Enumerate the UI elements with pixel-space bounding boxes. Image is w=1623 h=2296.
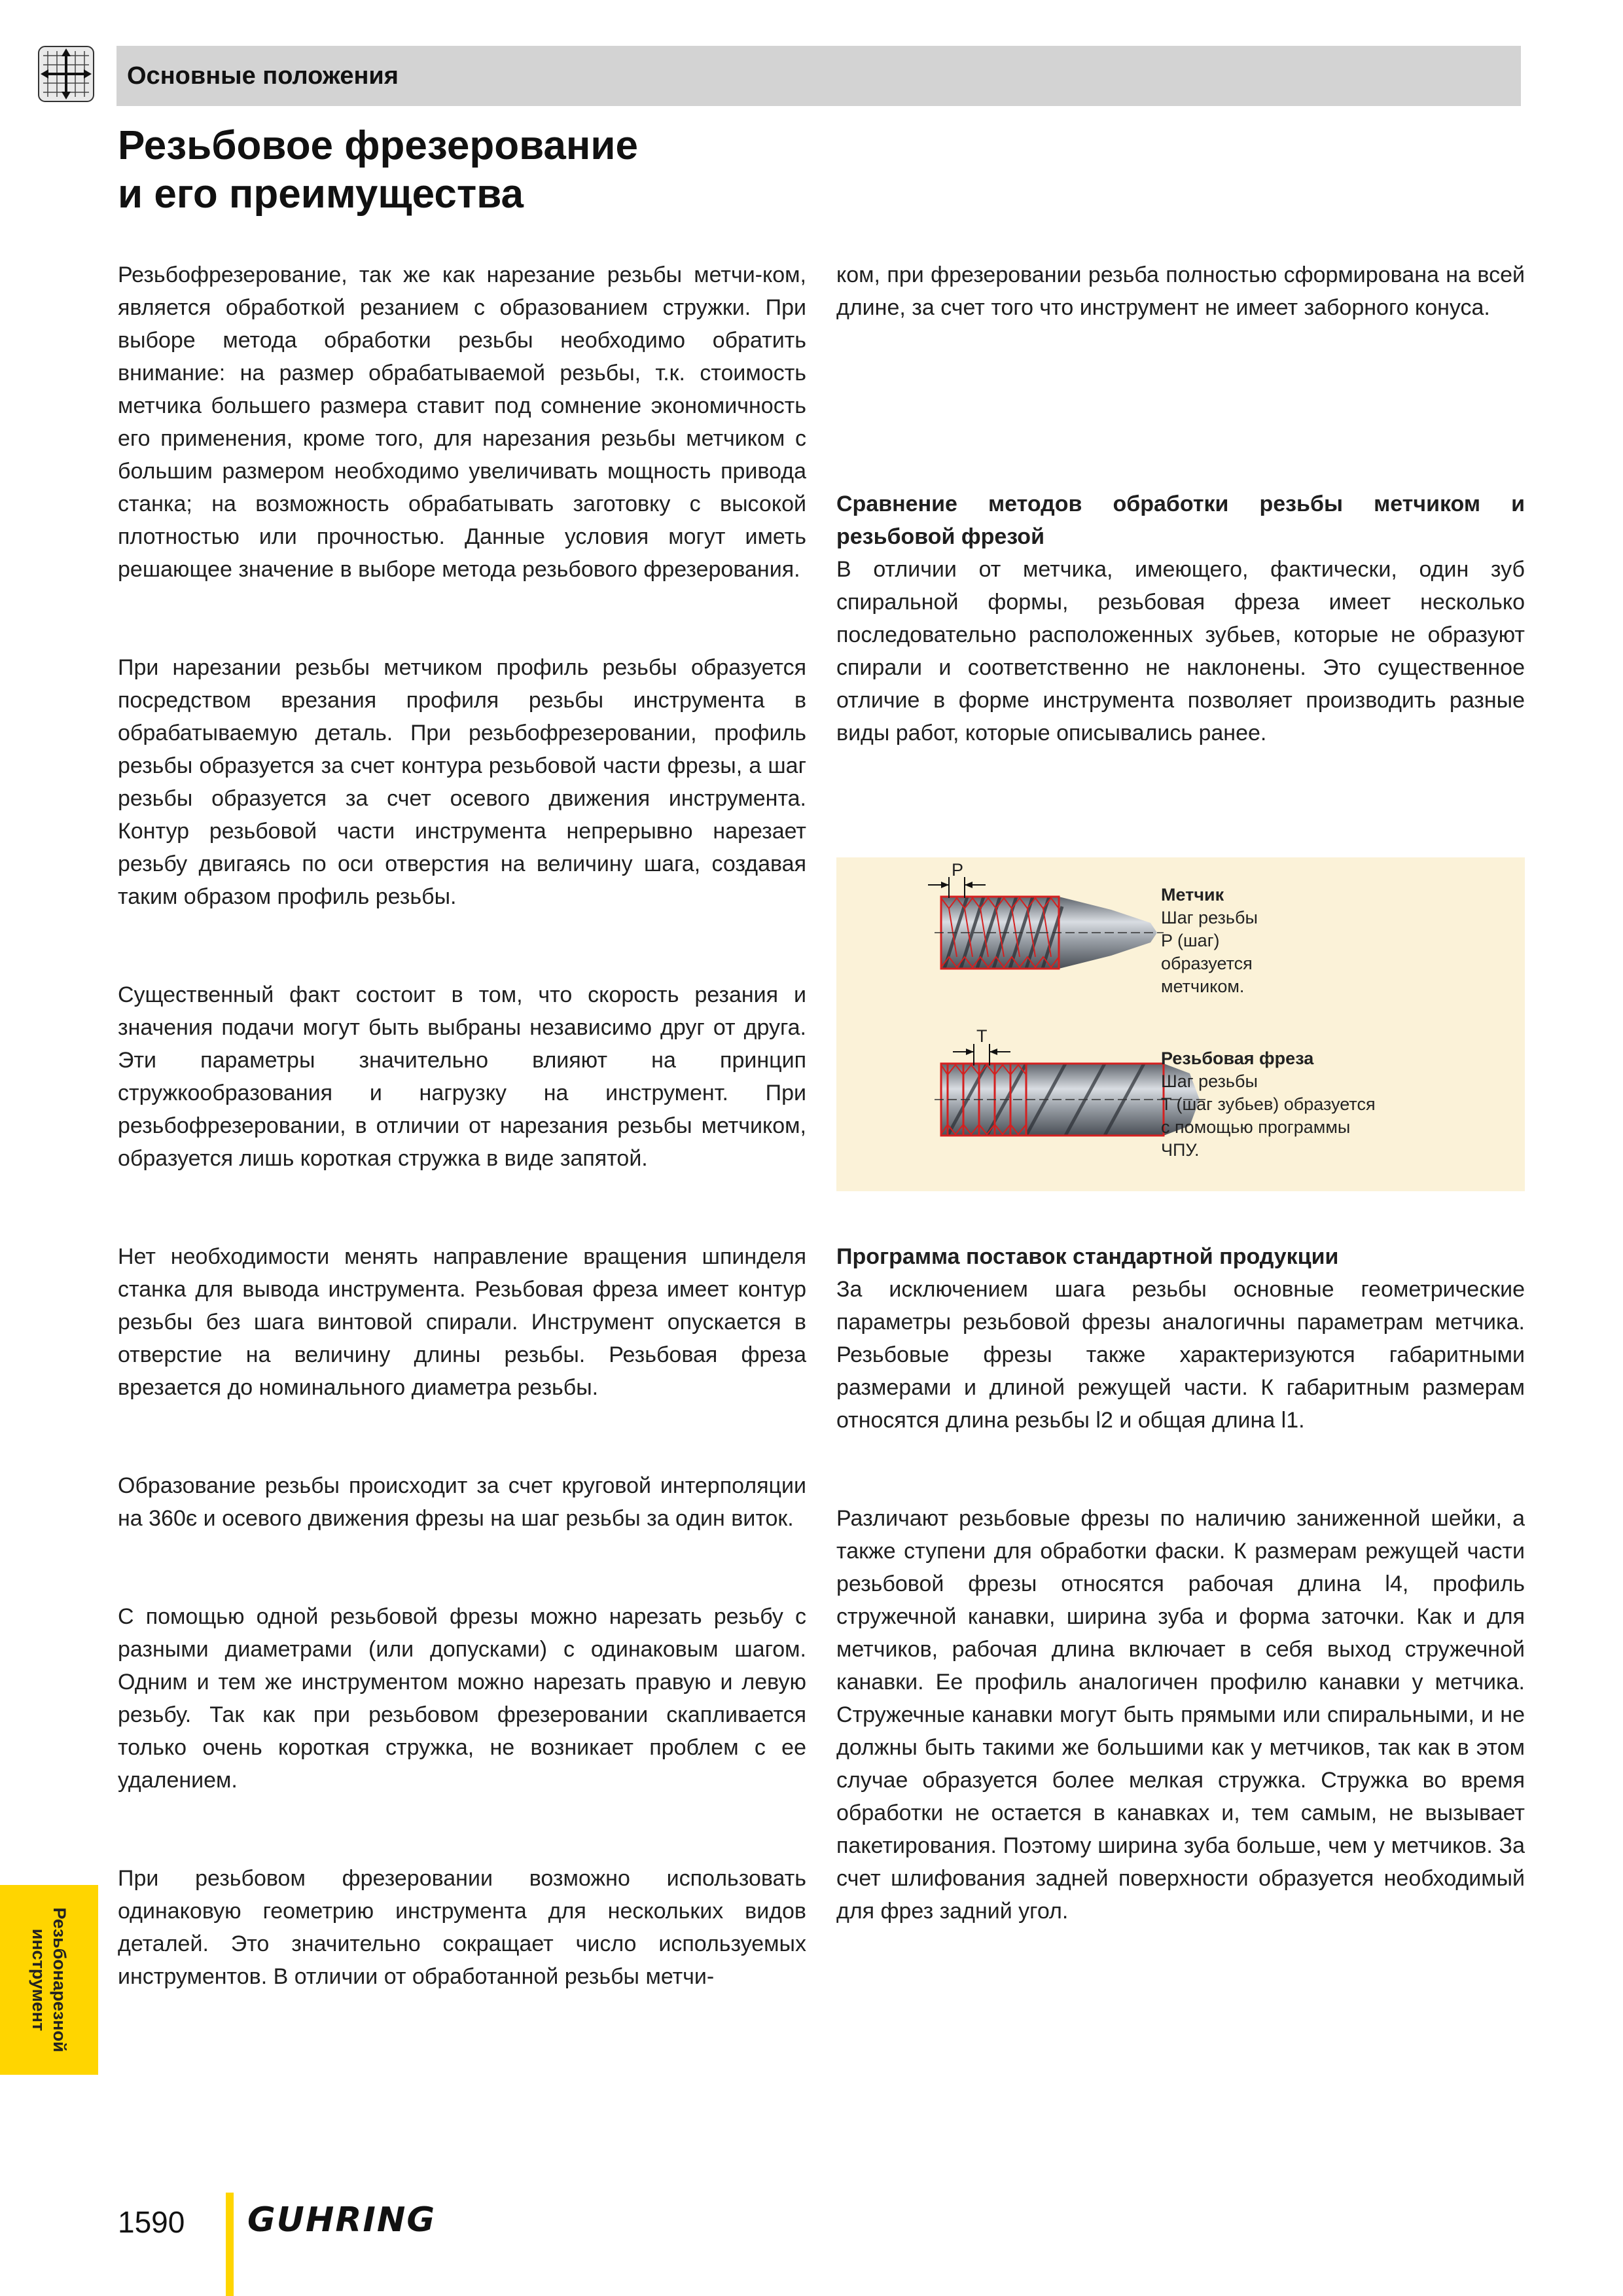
tap-drawing bbox=[928, 877, 1164, 969]
paragraph: Различают резьбовые фрезы по наличию заниженной шейки, а также ступени для обработки фаски. К размерам режущей части резьбовой фрезы относятся рабочая длина l4, профиль стружечной канавки, ширина зуба и форма заточки. Как и для метчиков, рабочая длина включает в себя выход стружечной канавки. Ее профиль аналогичен профилю канавки у метчика. Стружечные канавки могут быть прямыми или спиральными, и не должны быть такими же большими как у метчиков, так как в этом случае образуется более мелкая стружка. Стружка во время обработки не остается в канавках и, тем самым, не вызывает пакетирования. Поэтому ширина зуба больше, чем у метчиков. За счет шлифования задней поверхности образуется необходимый для фрез задний угол. bbox=[836, 1506, 1525, 1924]
section-header-bar bbox=[116, 46, 1521, 106]
mill-dimension-label: T bbox=[976, 1026, 988, 1046]
tap-caption-line: метчиком. bbox=[1161, 977, 1245, 996]
paragraph: Резьбофрезерование, так же как нарезание резьбы метчи-ком, является обработкой резанием с образованием стружки. При выборе метода обработки резьбы необходимо обратить внимание: на размер обрабатываемой резьбы, т.к. стоимость метчика большего размера ставит под сомнение экономичность его применения, кроме того, для нарезания резьбы метчиком с большим размером необходимо увеличивать мощность привода станка; на возможность обрабатывать заготовку с высокой плотностью или прочностью. Данные условия могут иметь решающее значение в выборе метода резьбового фрезерования. bbox=[118, 262, 806, 582]
tap-vs-thread-mill-figure bbox=[836, 857, 1525, 1191]
paragraph: Образование резьбы происходит за счет круговой интерполяции на 360є и осевого движения фрезы на шаг резьбы за один виток. bbox=[118, 1473, 806, 1531]
grid-arrows-icon bbox=[38, 46, 94, 102]
left-text-column bbox=[118, 259, 806, 1993]
page-number: 1590 bbox=[118, 2205, 185, 2239]
mill-caption bbox=[1161, 1047, 1376, 1162]
section-heading-product-program: Программа поставок стандартной продукции bbox=[836, 1244, 1339, 1269]
mill-caption-line: с помощью программы bbox=[1161, 1117, 1351, 1137]
chapter-side-tab[interactable] bbox=[0, 1885, 98, 2075]
chapter-side-tab-line-2: инструмент bbox=[29, 1928, 48, 2032]
mill-caption-line: T (шаг зубьев) образуется bbox=[1161, 1094, 1376, 1114]
paragraph: Нет необходимости менять направление вращения шпинделя станка для вывода инструмента. Резьбовая фреза имеет контур резьбы без шага винтовой спирали. Инструмент опускается в отверстие на величину длины резьбы. Резьбовая фреза врезается до номинального диаметра резьбы. bbox=[118, 1244, 806, 1400]
chapter-side-tab-label bbox=[28, 1907, 70, 2052]
paragraph-continuation: ком, при фрезеровании резьба полностью сформирована на всей длине, за счет того что инструмент не имеет заборного конуса. bbox=[836, 262, 1525, 320]
mill-caption-title: Резьбовая фреза bbox=[1161, 1049, 1314, 1068]
tap-caption-title: Метчик bbox=[1161, 885, 1224, 905]
paragraph: С помощью одной резьбовой фрезы можно нарезать резьбу с разными диаметрами (или допусками) с одинаковым шагом. Одним и тем же инструментом можно нарезать правую и левую резьбу. Так как при резьбовом фрезеровании скапливается только очень короткая стружка, не возникает проблем с ее удалением. bbox=[118, 1604, 806, 1793]
tap-dimension-label: P bbox=[952, 860, 964, 880]
paragraph: При резьбовом фрезеровании возможно использовать одинаковую геометрию инструмента для нескольких видов деталей. Это значительно сокращает число используемых инструментов. В отличии от обработанной резьбы метчи- bbox=[118, 1866, 806, 1989]
footer-divider bbox=[226, 2193, 234, 2296]
chapter-side-tab-line-1: Резьбонарезной bbox=[50, 1907, 69, 2053]
paragraph: В отличии от метчика, имеющего, фактически, один зуб спиральной формы, резьбовая фреза имеет несколько последовательно расположенных зубьев, которые не образуют спирали и соответственно не наклонены. Это существенное отличие в форме инструмента позволяет производить разные виды работ, которые описывались ранее. bbox=[836, 557, 1525, 745]
paragraph: При нарезании резьбы метчиком профиль резьбы образуется посредством врезания профиля резьбы инструмента в обрабатываемую деталь. При резьбофрезеровании, профиль резьбы образуется за счет контура резьбовой части фрезы, а шаг резьбы образуется за счет осевого движения инструмента. Контур резьбовой части инструмента непрерывно нарезает резьбу двигаясь по оси отверстия на величину шага, создавая таким образом профиль резьбы. bbox=[118, 655, 806, 909]
tap-caption bbox=[1161, 884, 1258, 998]
page-title-line-1: Резьбовое фрезерование bbox=[118, 123, 638, 168]
tap-caption-line: P (шаг) bbox=[1161, 931, 1220, 950]
right-text-column-lower bbox=[836, 1240, 1525, 1928]
mill-caption-line: Шаг резьбы bbox=[1161, 1071, 1258, 1091]
paragraph: За исключением шага резьбы основные геометрические параметры резьбовой фрезы аналогичны параметрам метчика. Резьбовые фрезы также характеризуются габаритными размерами и длиной режущей части. К габаритным размерам относятся длина резьбы l2 и общая длина l1. bbox=[836, 1277, 1525, 1433]
brand-logo: GUHRING bbox=[247, 2200, 437, 2240]
section-heading-comparison: Сравнение методов обработки резьбы метчиком и резьбовой фрезой bbox=[836, 492, 1525, 549]
tap-caption-line: образуется bbox=[1161, 954, 1253, 973]
mill-caption-line: ЧПУ. bbox=[1161, 1140, 1200, 1160]
section-header-title: Основные положения bbox=[127, 62, 399, 90]
page-title-line-2: и его преимущества bbox=[118, 171, 524, 217]
tap-caption-line: Шаг резьбы bbox=[1161, 908, 1258, 927]
right-text-column bbox=[836, 259, 1525, 749]
paragraph: Существенный факт состоит в том, что скорость резания и значения подачи могут быть выбраны независимо друг от друга. Эти параметры значительно влияют на принцип стружкообразования и нагрузку на инструмент. При резьбофрезеровании, в отличии от нарезания резьбы метчиком, образуется лишь короткая стружка в виде запятой. bbox=[118, 982, 806, 1171]
page-title bbox=[118, 122, 838, 219]
